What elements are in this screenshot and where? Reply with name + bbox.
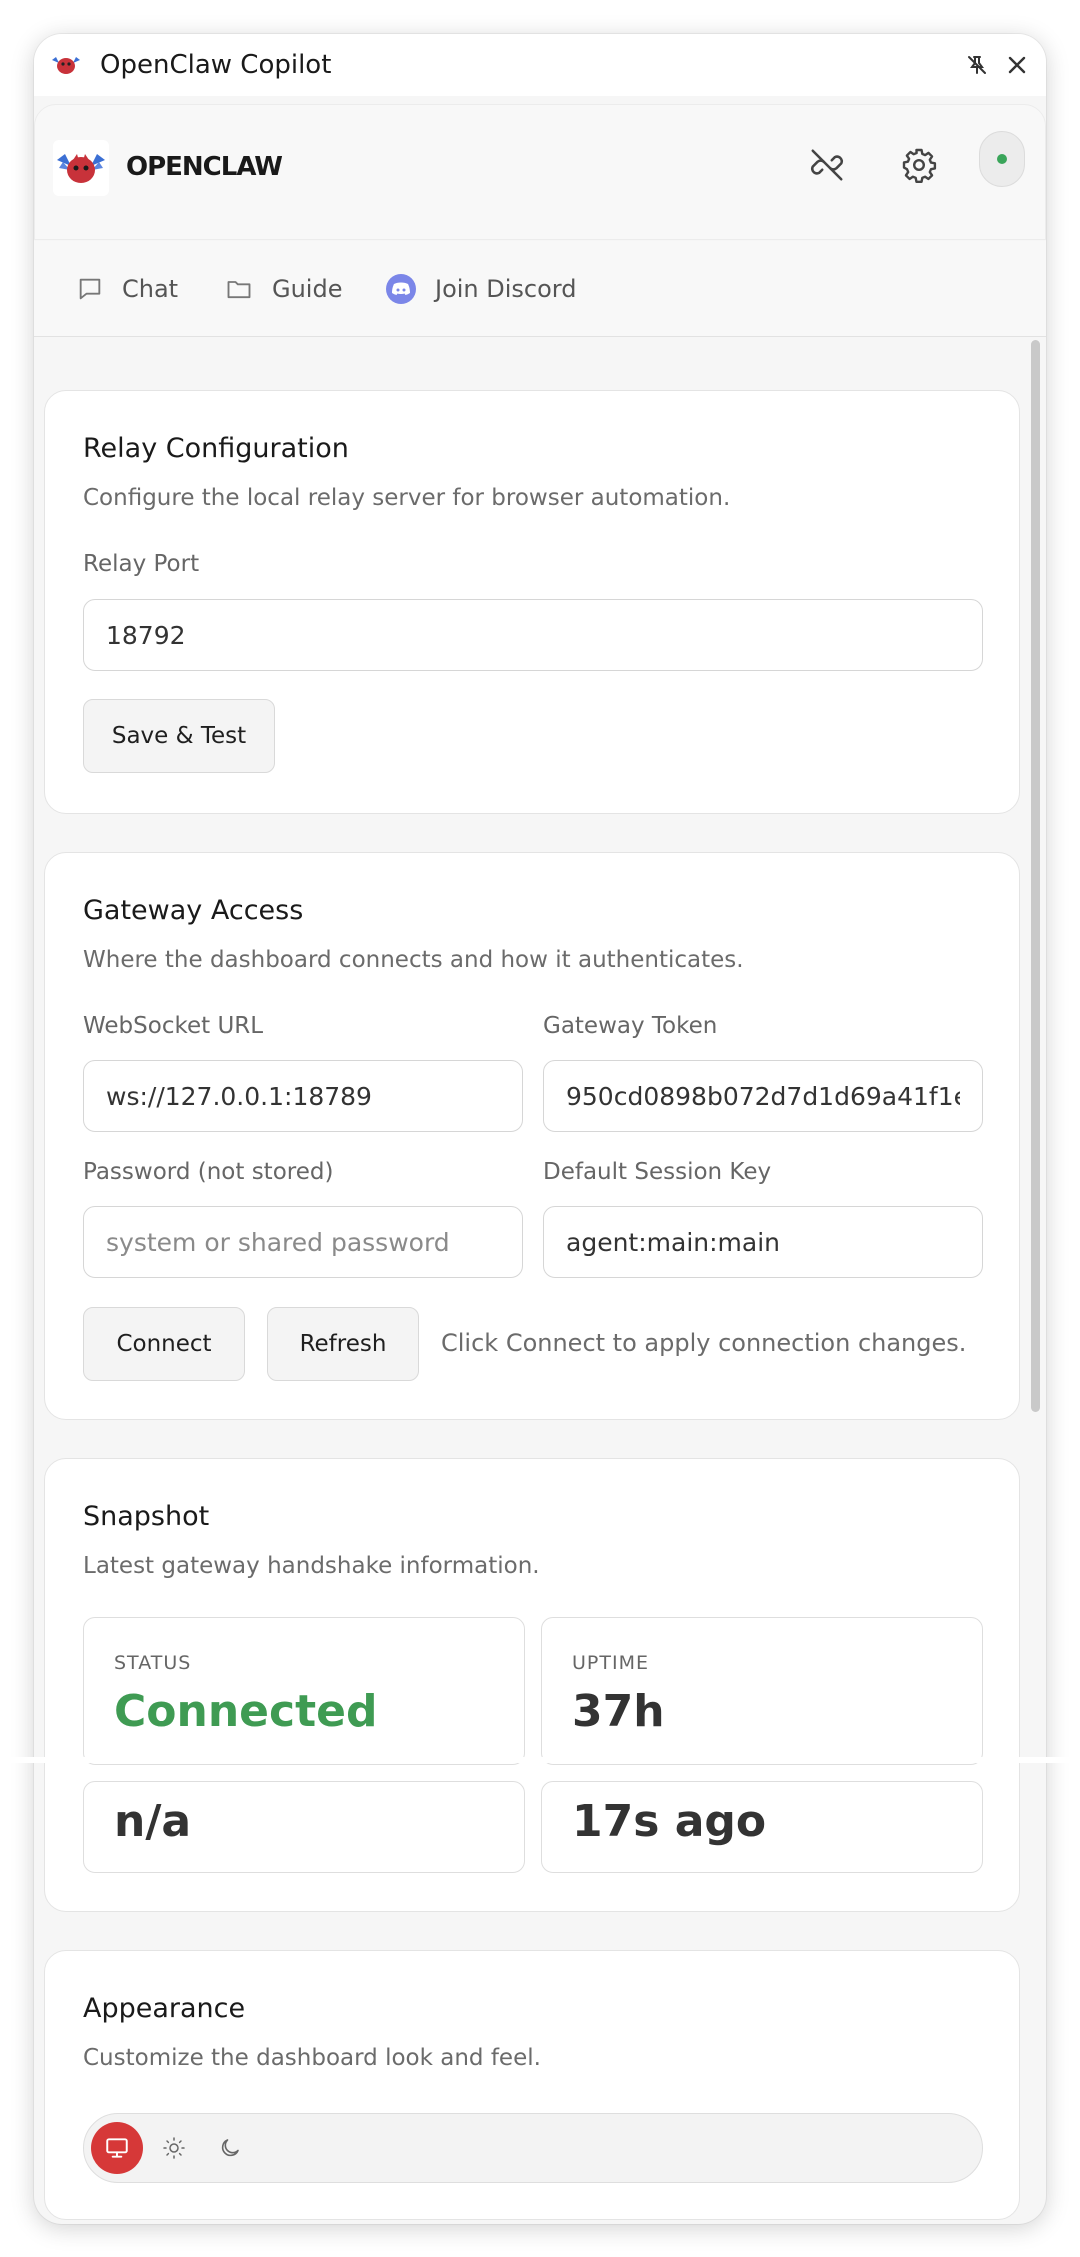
- brand-name: OPENCLAW: [126, 152, 282, 182]
- stat-value: n/a: [114, 1796, 192, 1847]
- moon-icon: [218, 2136, 242, 2160]
- tab-label: Chat: [122, 275, 179, 303]
- system-monitor-icon: [104, 2135, 130, 2161]
- openclaw-logo-icon: [50, 54, 82, 76]
- render-seam: [0, 1757, 1080, 1763]
- stat-tile: [83, 1781, 525, 1873]
- uptime-value: 37h: [572, 1686, 665, 1737]
- card-title: Appearance: [83, 1993, 246, 2024]
- card-title: Snapshot: [83, 1501, 210, 1532]
- websocket-url-input[interactable]: [83, 1060, 523, 1132]
- tab-guide[interactable]: [224, 271, 342, 307]
- card-description: Latest gateway handshake information.: [83, 1553, 540, 1579]
- app-header: [34, 104, 1046, 240]
- theme-light-option[interactable]: [148, 2122, 200, 2174]
- password-input[interactable]: [83, 1206, 523, 1278]
- theme-switcher: [83, 2113, 983, 2183]
- theme-system-option[interactable]: [91, 2122, 143, 2174]
- discord-icon: [385, 273, 417, 305]
- websocket-url-label: WebSocket URL: [83, 1013, 264, 1039]
- relay-config-card: [44, 390, 1020, 814]
- status-value: Connected: [114, 1686, 378, 1737]
- connect-hint: Click Connect to apply connection changes.: [441, 1329, 967, 1357]
- brand-logo: [53, 140, 109, 196]
- nav-tabs: [34, 241, 1046, 337]
- openclaw-mascot-icon: [55, 148, 107, 188]
- password-label: Password (not stored): [83, 1159, 334, 1185]
- theme-dark-option[interactable]: [204, 2122, 256, 2174]
- scrollbar-thumb[interactable]: [1031, 340, 1040, 1412]
- tab-label: Guide: [272, 275, 343, 303]
- stat-tile: [541, 1781, 983, 1873]
- card-title: Gateway Access: [83, 895, 304, 926]
- app-window: [34, 34, 1046, 2224]
- session-key-input[interactable]: [543, 1206, 983, 1278]
- sun-icon: [162, 2136, 186, 2160]
- settings-content: [34, 338, 1046, 2224]
- stat-label: STATUS: [114, 1652, 192, 1674]
- tab-chat[interactable]: [76, 271, 178, 307]
- refresh-button[interactable]: Refresh: [267, 1307, 419, 1381]
- close-icon[interactable]: [1002, 50, 1032, 80]
- stat-value: 17s ago: [572, 1796, 767, 1847]
- connection-status-indicator[interactable]: [979, 131, 1025, 187]
- card-description: Where the dashboard connects and how it authenticates.: [83, 947, 744, 973]
- window-title: OpenClaw Copilot: [100, 50, 332, 80]
- chat-bubble-icon: [76, 275, 104, 303]
- tab-label: Join Discord: [435, 275, 577, 303]
- gateway-token-input[interactable]: [543, 1060, 983, 1132]
- save-test-button[interactable]: Save & Test: [83, 699, 275, 773]
- connect-button[interactable]: Connect: [83, 1307, 245, 1381]
- gateway-token-label: Gateway Token: [543, 1013, 718, 1039]
- gateway-access-card: [44, 852, 1020, 1420]
- link-off-icon[interactable]: [797, 135, 857, 195]
- status-dot: [997, 154, 1007, 164]
- appearance-card: [44, 1950, 1020, 2220]
- status-stat: [83, 1617, 525, 1765]
- card-description: Configure the local relay server for browser automation.: [83, 485, 731, 511]
- gear-icon[interactable]: [889, 135, 949, 195]
- snapshot-card: [44, 1458, 1020, 1912]
- card-description: Customize the dashboard look and feel.: [83, 2045, 541, 2071]
- card-title: Relay Configuration: [83, 433, 349, 464]
- unpin-icon[interactable]: [962, 50, 992, 80]
- uptime-stat: [541, 1617, 983, 1765]
- session-key-label: Default Session Key: [543, 1159, 772, 1185]
- tab-discord[interactable]: [385, 271, 576, 307]
- relay-port-input[interactable]: [83, 599, 983, 671]
- folder-icon: [224, 275, 254, 303]
- relay-port-label: Relay Port: [83, 551, 200, 577]
- stat-label: UPTIME: [572, 1652, 649, 1674]
- title-bar: [34, 34, 1046, 96]
